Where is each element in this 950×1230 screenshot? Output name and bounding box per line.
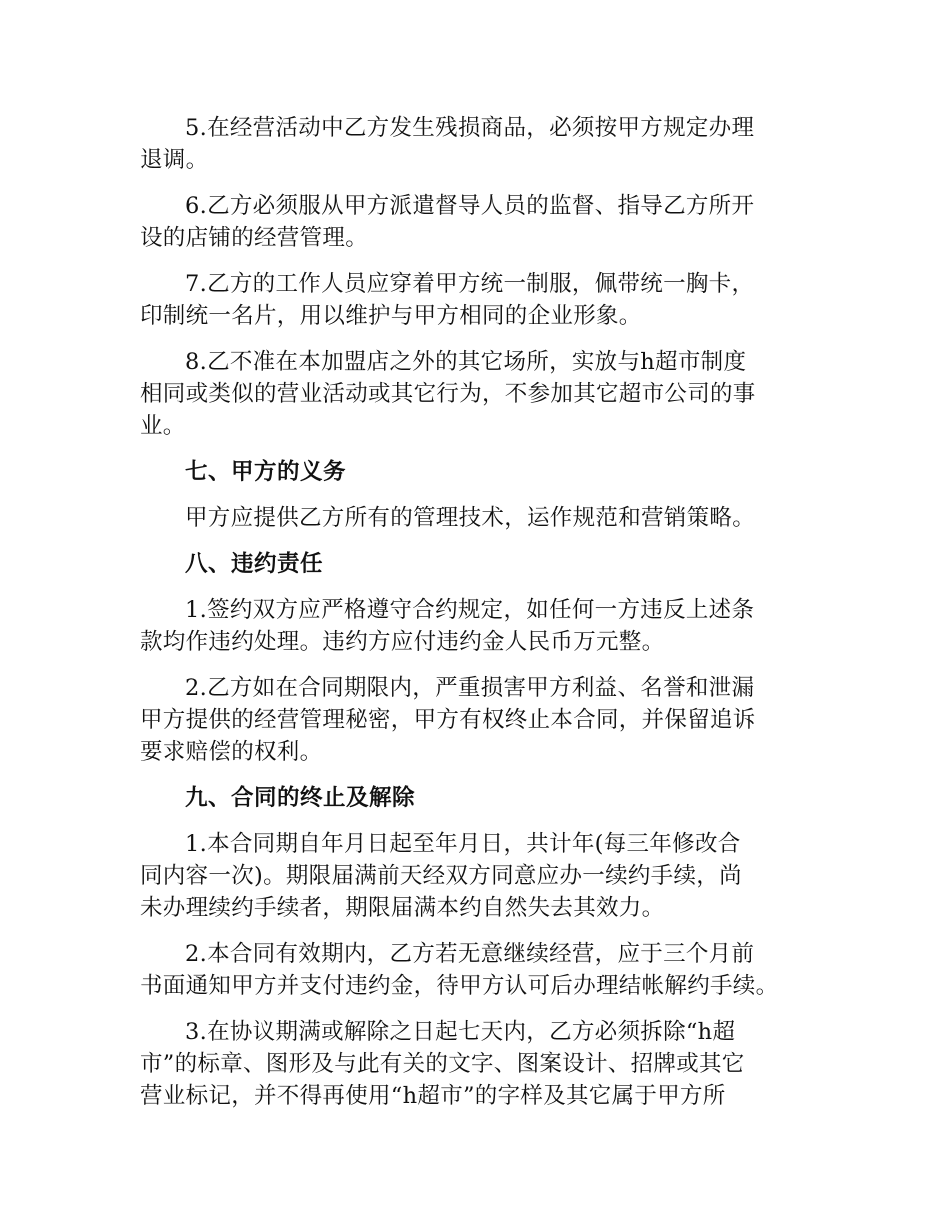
text-line: 3.在协议期满或解除之日起七天内，乙方必须拆除“h超 [185, 1019, 736, 1045]
text-line: 5.在经营活动中乙方发生残损商品，必须按甲方规定办理 [185, 115, 755, 141]
text-line: 1.本合同期自年月日起至年月日，共计年(每三年修改合 [185, 831, 741, 857]
section-8-heading [140, 548, 840, 580]
heading-text: 七、甲方的义务 [185, 459, 347, 485]
text-line: 1.签约双方应严格遵守合约规定，如任何一方违反上述条 [185, 597, 755, 623]
text-line: 款均作违约处理。违约方应付违约金人民币万元整。 [140, 629, 665, 655]
termination-clause-1-paragraph [140, 828, 840, 924]
text-line: 2.本合同有效期内，乙方若无意继续经营，应于三个月前 [185, 941, 755, 967]
text-line: 营业标记，并不得再使用“h超市”的字样及其它属于甲方所 [140, 1083, 726, 1109]
text-line: 要求赔偿的权利。 [140, 739, 323, 765]
text-line: 业。 [140, 413, 186, 439]
clause-6-paragraph [140, 190, 840, 254]
termination-clause-2-paragraph [140, 938, 840, 1002]
text-line: 甲方提供的经营管理秘密，甲方有权终止本合同，并保留追诉 [140, 707, 756, 733]
text-line: 甲方应提供乙方所有的管理技术，运作规范和营销策略。 [185, 505, 756, 531]
heading-text: 九、合同的终止及解除 [185, 785, 416, 811]
section-7-heading [140, 456, 840, 488]
document-body [140, 112, 840, 1126]
text-line: 市”的标章、图形及与此有关的文字、图案设计、招牌或其它 [140, 1051, 745, 1077]
heading-text: 八、违约责任 [185, 551, 324, 577]
text-line: 退调。 [140, 147, 209, 173]
text-line: 书面通知甲方并支付违约金，待甲方认可后办理结帐解约手续。 [140, 973, 779, 999]
clause-5-paragraph [140, 112, 840, 176]
text-line: 相同或类似的营业活动或其它行为，不参加其它超市公司的事 [140, 381, 756, 407]
text-line: 设的店铺的经营管理。 [140, 225, 369, 251]
clause-8-paragraph [140, 346, 840, 442]
text-line: 6.乙方必须服从甲方派遣督导人员的监督、指导乙方所开 [185, 193, 755, 219]
breach-clause-1-paragraph [140, 594, 840, 658]
text-line: 同内容一次)。期限届满前天经双方同意应办一续约手续，尚 [140, 863, 742, 889]
text-line: 7.乙方的工作人员应穿着甲方统一制服，佩带统一胸卡， [185, 271, 755, 297]
text-line: 未办理续约手续者，期限届满本约自然失去其效力。 [140, 895, 665, 921]
section-9-heading [140, 782, 840, 814]
termination-clause-3-paragraph [140, 1016, 840, 1112]
clause-7-paragraph [140, 268, 840, 332]
breach-clause-2-paragraph [140, 672, 840, 768]
section-7-paragraph [140, 502, 840, 534]
text-line: 印制统一名片，用以维护与甲方相同的企业形象。 [140, 303, 642, 329]
text-line: 2.乙方如在合同期限内，严重损害甲方利益、名誉和泄漏 [185, 675, 755, 701]
text-line: 8.乙不准在本加盟店之外的其它场所，实放与h超市制度 [185, 349, 747, 375]
